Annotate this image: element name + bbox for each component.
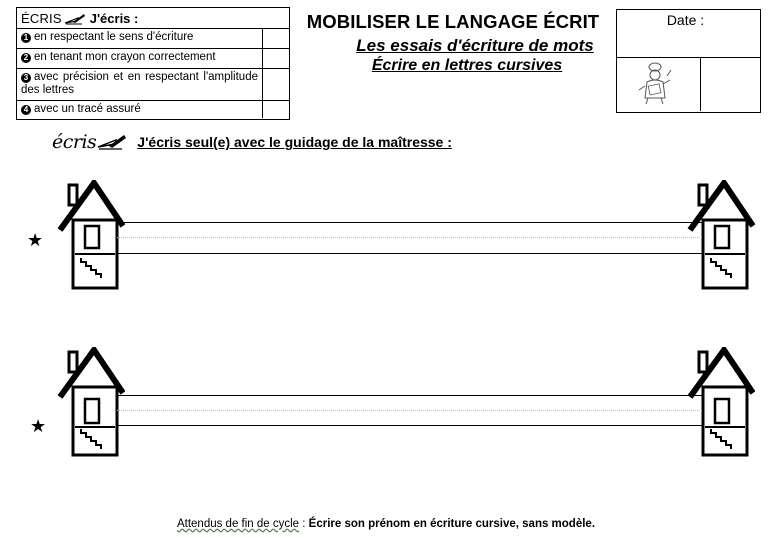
page-subtitle-2: Écrire en lettres cursives — [371, 57, 563, 74]
criteria-checkbox[interactable] — [263, 101, 289, 118]
house-icon — [57, 180, 125, 292]
number-badge: 3 — [21, 73, 31, 83]
criteria-checkbox[interactable] — [263, 69, 289, 100]
instruction — [52, 131, 452, 153]
date-label: Date : — [666, 12, 705, 28]
footer-text: Écrire son prénom en écriture cursive, sans modèle. — [308, 518, 596, 530]
page-title: MOBILISER LE LANGAGE ÉCRIT — [306, 11, 600, 32]
mascot-icon — [617, 58, 701, 111]
instruction-text: J'écris seul(e) avec le guidage de la maîtresse : — [137, 134, 452, 150]
criteria-checkbox[interactable] — [263, 29, 289, 48]
writing-line-bottom — [117, 425, 702, 426]
writing-line-bottom — [117, 253, 702, 254]
house-icon — [687, 180, 755, 292]
writing-line-guide — [117, 410, 702, 412]
criteria-row — [17, 101, 289, 118]
date-box — [616, 9, 761, 113]
criteria-text: en respectant le sens d'écriture — [34, 31, 194, 43]
pen-icon — [97, 132, 127, 150]
criteria-text: avec un tracé assuré — [34, 103, 141, 115]
number-badge: 1 — [21, 33, 31, 43]
writing-line-top — [117, 395, 702, 396]
date-field[interactable] — [617, 10, 760, 58]
instruction-ecris-word: écris — [52, 131, 97, 153]
footer-lead: Attendus de fin de cycle — [176, 518, 300, 530]
house-icon — [57, 347, 125, 459]
criteria-header — [17, 8, 289, 29]
criteria-row — [17, 29, 289, 49]
footer — [0, 518, 772, 530]
number-badge: 4 — [21, 105, 31, 115]
writing-line-guide — [117, 237, 702, 239]
criteria-row — [17, 69, 289, 101]
star-icon: ★ — [27, 230, 44, 250]
title-block — [298, 11, 608, 75]
criteria-text: en tenant mon crayon correctement — [34, 51, 216, 63]
star-icon: ★ — [30, 416, 47, 436]
page-subtitle: Les essais d'écriture de mots — [356, 36, 594, 55]
writing-line-top — [117, 222, 702, 223]
footer-separator: : — [299, 518, 309, 530]
criteria-ecris-word: ÉCRIS — [21, 10, 62, 26]
date-empty-cell[interactable] — [701, 58, 760, 111]
criteria-text: avec précision et en respectant l'amplitude des lettres — [21, 71, 258, 96]
criteria-title: J'écris : — [89, 10, 139, 26]
pen-icon — [64, 12, 86, 25]
mascot-cell — [617, 58, 701, 111]
criteria-checkbox[interactable] — [263, 49, 289, 68]
criteria-table — [16, 7, 290, 120]
criteria-row — [17, 49, 289, 69]
house-icon — [687, 347, 755, 459]
number-badge: 2 — [21, 53, 31, 63]
